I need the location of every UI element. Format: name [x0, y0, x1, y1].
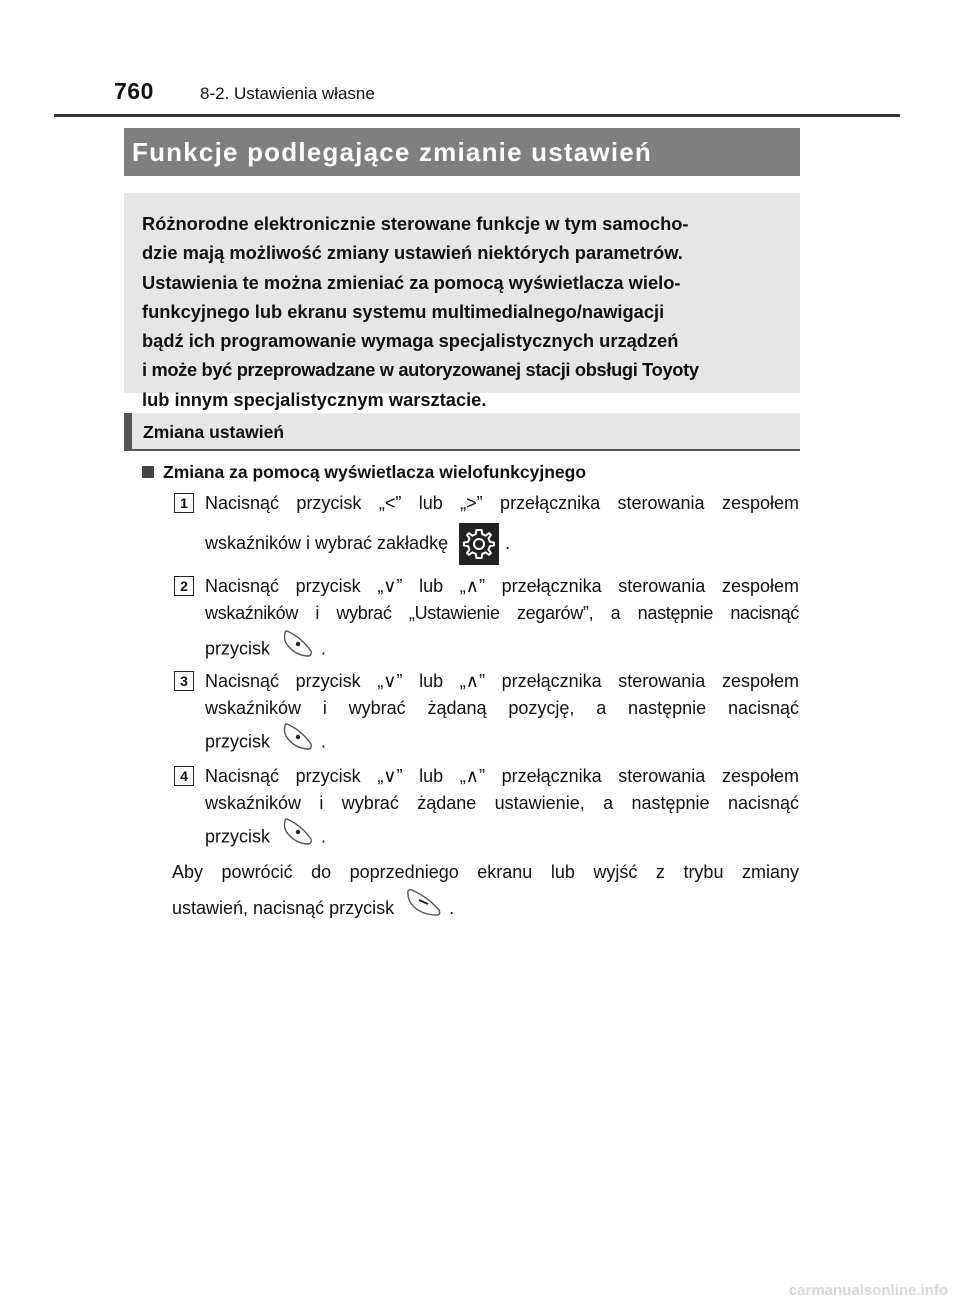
bullet-square-icon: [142, 466, 154, 478]
enter-button-icon: [281, 817, 315, 858]
enter-button-icon: [281, 629, 315, 670]
return-text: ustawień, nacisnąć przycisk: [172, 897, 395, 918]
step-text-line: Nacisnąć przycisk „∨” lub „∧” przełącznika sterowania zespołem: [205, 766, 799, 786]
intro-line: funkcyjnego lub ekranu systemu multimedialnego/nawigacji: [142, 300, 665, 322]
intro-line: lub innym specjalistycznym warsztacie.: [142, 388, 487, 410]
subsection-marker: [124, 413, 132, 449]
return-text: .: [449, 897, 455, 918]
step-number: 1: [174, 493, 194, 513]
bullet-heading: [142, 462, 586, 483]
section-reference: 8-2. Ustawienia własne: [200, 84, 375, 103]
step-text-line: wskaźników i wybrać żądane ustawienie, a następnie nacisnąć: [205, 793, 799, 813]
step-text-line: [205, 521, 510, 565]
step-text: wskaźników i wybrać zakładkę: [205, 533, 449, 553]
intro-line: i może być przeprowadzane w autoryzowanej stacji obsługi Toyoty: [142, 359, 699, 381]
page-number: 760: [114, 78, 154, 104]
step-text: .: [505, 533, 511, 553]
section-title-band: [124, 128, 800, 176]
return-text-line: [172, 888, 454, 924]
step-text-line: [205, 629, 326, 663]
gear-icon: [459, 523, 499, 565]
header-divider: [54, 114, 900, 117]
watermark: carmanualsonline.info: [788, 1282, 948, 1299]
return-text-line: Aby powrócić do poprzedniego ekranu lub wyjść z trybu zmiany: [172, 862, 799, 882]
intro-box: [124, 193, 800, 410]
step-text-line: [205, 722, 326, 756]
intro-line: Ustawienia te można zmieniać za pomocą wyświetlacza wielo-: [142, 271, 681, 293]
step-text: .: [321, 731, 327, 752]
step-text: przycisk: [205, 638, 271, 659]
step-text-line: Nacisnąć przycisk „∨” lub „∧” przełącznika sterowania zespołem: [205, 671, 799, 691]
step-text-line: wskaźników i wybrać „Ustawienie zegarów”, a następnie nacisnąć: [205, 603, 799, 623]
step-number: 3: [174, 671, 194, 691]
step-text-line: [205, 817, 326, 851]
subsection-title: Zmiana ustawień: [143, 422, 285, 442]
intro-line: bądź ich programowanie wymaga specjalistycznych urządzeń: [142, 330, 679, 352]
step-number: 4: [174, 766, 194, 786]
step-text: .: [321, 826, 327, 847]
bullet-heading-text: Zmiana za pomocą wyświetlacza wielofunkcyjnego: [163, 462, 587, 482]
page-header: [0, 0, 960, 120]
subsection-heading: [124, 413, 800, 451]
step-text-line: wskaźników i wybrać żądaną pozycję, a następnie nacisnąć: [205, 698, 799, 718]
step-text: przycisk: [205, 731, 271, 752]
enter-button-icon: [281, 722, 315, 763]
step-text: przycisk: [205, 826, 271, 847]
step-text-line: Nacisnąć przycisk „<” lub „>” przełącznika sterowania zespołem: [205, 493, 799, 513]
intro-line: Różnorodne elektronicznie sterowane funkcje w tym samocho-: [142, 213, 689, 234]
step-text: .: [321, 638, 327, 659]
intro-line: dzie mają możliwość zmiany ustawień niektórych parametrów.: [142, 242, 683, 264]
step-number: 2: [174, 576, 194, 596]
section-title: Funkcje podlegające zmianie ustawień: [132, 137, 653, 167]
step-text-line: Nacisnąć przycisk „∨” lub „∧” przełącznika sterowania zespołem: [205, 576, 799, 596]
back-button-icon: [405, 888, 443, 930]
